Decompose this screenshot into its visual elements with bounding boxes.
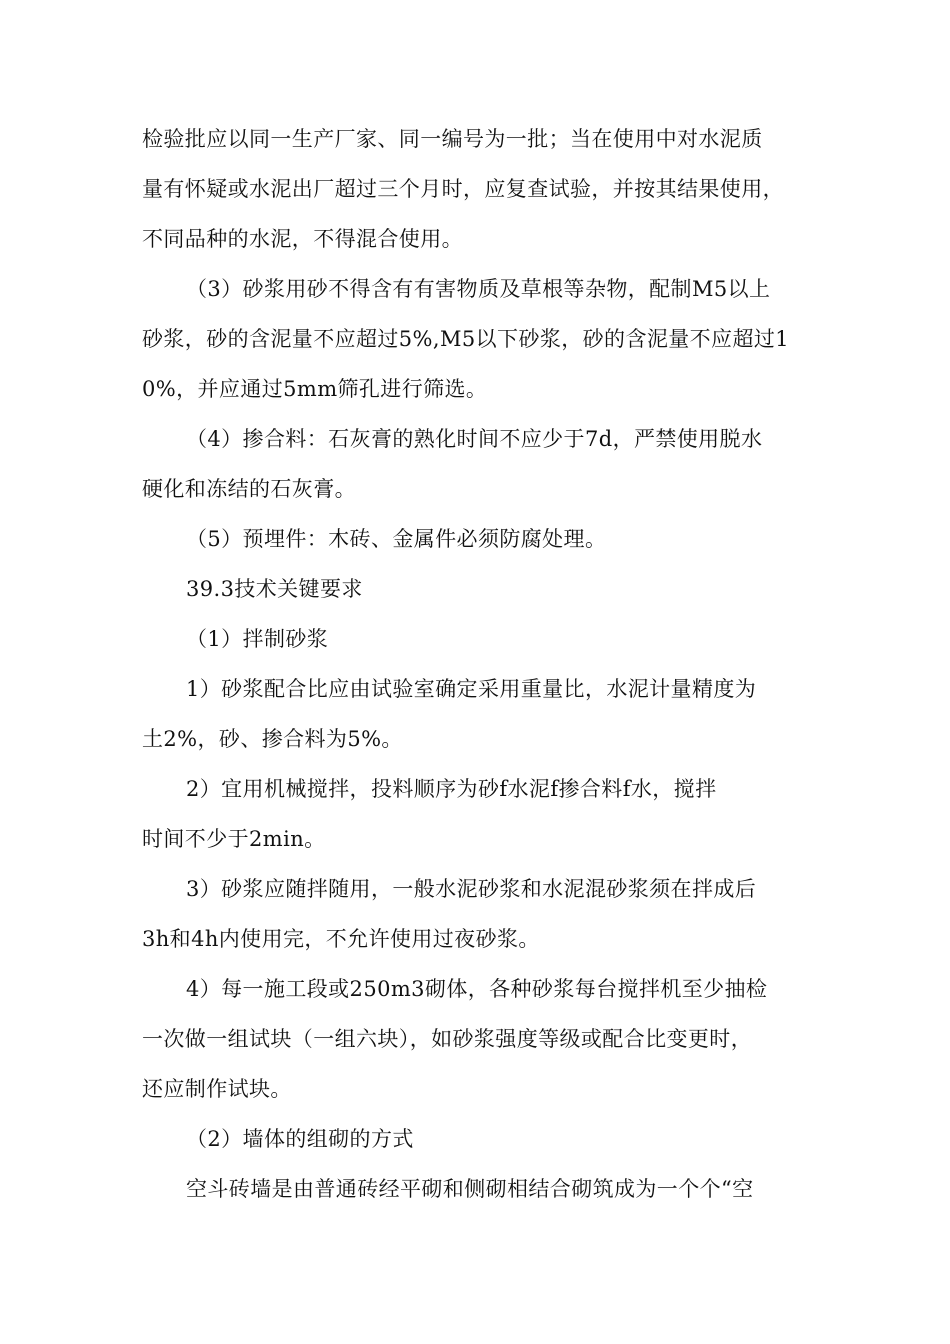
text-line: 硬化和冻结的石灰膏。 [142,477,356,501]
section-heading: 39.3技术关键要求 [186,577,363,601]
text-line: 砂浆，砂的含泥量不应超过5%,M5以下砂浆，砂的含泥量不应超过1 [142,327,790,351]
subsection-heading: （1）拌制砂浆 [186,627,329,651]
text-line: 还应制作试块。 [142,1077,292,1101]
text-line: 不同品种的水泥，不得混合使用。 [142,227,463,251]
text-line: 量有怀疑或水泥出厂超过三个月时，应复查试验，并按其结果使用， [142,177,784,201]
text-line: 一次做一组试块（一组六块），如砂浆强度等级或配合比变更时， [142,1027,753,1051]
text-line: 检验批应以同一生产厂家、同一编号为一批；当在使用中对水泥质 [142,127,763,151]
text-line: （3）砂浆用砂不得含有有害物质及草根等杂物，配制M5以上 [186,277,771,301]
text-line: 1）砂浆配合比应由试验室确定采用重量比，水泥计量精度为 [186,677,757,701]
text-line: 4）每一施工段或250m3砌体，各种砂浆每台搅拌机至少抽检 [186,977,768,1001]
subsection-heading: （2）墙体的组砌的方式 [186,1127,414,1151]
text-line: （4）掺合料：石灰膏的熟化时间不应少于7d，严禁使用脱水 [186,427,763,451]
text-line: 土2%，砂、掺合料为5%。 [142,727,403,751]
text-line: （5）预埋件：木砖、金属件必须防腐处理。 [186,527,607,551]
text-line: 空斗砖墙是由普通砖经平砌和侧砌相结合砌筑成为一个个“空 [186,1177,754,1201]
text-line: 时间不少于2min。 [142,827,326,851]
text-line: 0%，并应通过5mm筛孔进行筛选。 [142,377,488,401]
text-line: 2）宜用机械搅拌，投料顺序为砂f水泥f掺合料f水，搅拌 [186,777,717,801]
text-line: 3h和4h内使用完，不允许使用过夜砂浆。 [142,927,540,951]
text-line: 3）砂浆应随拌随用，一般水泥砂浆和水泥混砂浆须在拌成后 [186,877,757,901]
